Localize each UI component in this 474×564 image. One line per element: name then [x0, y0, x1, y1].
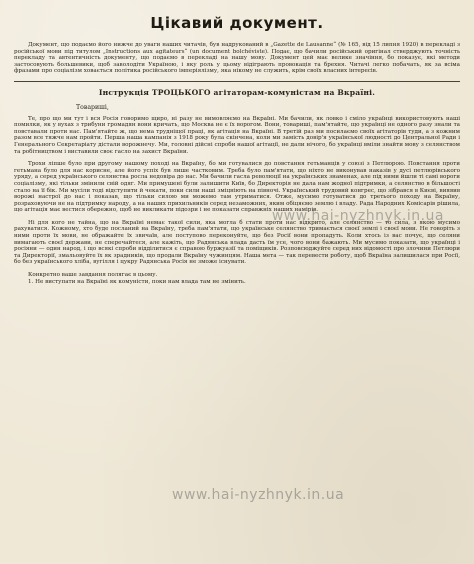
watermark-bottom: www.hai-nyzhnyk.in.ua: [172, 487, 345, 503]
subtitle-suffix: агітаторам-комуністам на Вкраїні.: [210, 87, 376, 97]
subtitle-prefix: Інструкція: [98, 87, 152, 97]
body-paragraph-1: Те, про що ми тут і вся Росія говоримо щиро, ні разу не вимовляємо на Вкраїні. Ми бачили, як ловко і сміло українці використовують наші помилки, як у вухах з трибуни громадян вони кричать, що Москва не є їх ворогом. Вони, товариші, пам'ятайте, що українці не одного разу знали та повставали проти нас. Пам'ятайте ж, що нема трудніщої праці, як агітація на Вкраїні. В третій раз ми посилаємо своїх агітаторів туди, а з кожним разом все тяжче нам пройти. Перша наша кампанія з 1918 року була скінчена, коли ми замість довір'я української людності до Центральної Ради і Генерального Секретаріату дістали ворожнечу. Ми, головні дійсні спроби нашої агітації, не дали нічого, бо українці вміли знайти мову з селянством та робітництвом і виставили своє гасло на захист Вкраїни.: [14, 115, 460, 155]
body-paragraph-4: Конкретно ваше завдання полягає в цьому.: [28, 272, 158, 279]
body-paragraph-2: Трохи ліпше було при другому нашому поході на Вкраїну, бо ми готувалися до повстання гетьманців у союзі з Петлюрою. Повстання проти гетьмана було для нас корисне, але його успіх був лише частковим. Треба було пам'ятати, що ніхто не виконував наказів у дусі петлюрівського уряду, а серед українського селянства росла недовіра до нас. Ми бачили гасла революції на українських знаменах, але під ними йшли ті самі вороги соціалізму, які тільки змінили свій одяг. Ми примушені були залишити Київ, бо Директорія не дала нам жодної підтримки, а селянство в більшості стало на її бік. Ми мусіли тоді відступити й чекати, поки сили наші зміцніють на півночі. Український трудовий конгрес, що зібрався в Києві, виявив ворожі настрої до нас і показав, що тільки силою ми можемо там утриматися. Отже, мусимо готуватися до третього походу на Вкраїну, розраховуючи не на підтримку народу, а на наших прихильників серед незаможних, яким обіцяємо землю і владу. Рада Народних Комісарів рішила, що агітація має вестися обережно, щоб не викликати підозри і не показати справжніх наших намірів.: [14, 161, 460, 214]
watermark-top: www.hai-nyzhnyk.in.ua: [271, 208, 444, 224]
numbered-item-1: 1. Не виступати на Вкраїні як комуністи, поки нам влада там не змінить.: [28, 278, 246, 285]
subtitle-name: ТРОЦЬКОГО: [151, 87, 211, 97]
body-paragraph-3: Ні для кого не тайна, що на Вкраїні немає такої сили, яка могла б стати проти нас відкрито, але селянство — то сила, з якою мусимо рахуватися. Кожному, хто буде посланий на Вкраїну, треба пам'ятати, що українське селянство тримається своєї землі і своєї мови. Не говоріть з ними проти їх мови, не ображайте їх звичаїв, але поступово переконуйте, що без Росії вони пропадуть. Коли хтось із вас почує, що селяни вимагають своєї держави, не сперечайтеся, але кажіть, що Радянська влада дасть їм усе, чого вони бажають. Ми мусимо показати, що українці і росіяни — один народ, і що всякі спроби відділитися є справою буржуазії та поміщиків. Розповсюджуйте серед них відомості про злочини Петлюри та Директорії, змальовуйте їх як зрадників, що продали Вкраїну чужинцям. Наша мета — так перевести роботу, щоб Вкраїна залишилася при Росії, бо без українського хліба, вугілля і цукру Радянська Росія не зможе існувати.: [14, 219, 460, 266]
document-title: Цікавий документ.: [150, 14, 324, 32]
salutation: Товариші,: [76, 103, 109, 111]
divider: [14, 81, 460, 82]
intro-paragraph: Документ, що подаємо його нижче до уваги наших читачів, був надрукований в „Gazette de Lausanne“ (№ 165, від 15 липня 1920) в перекладі з російської мови під титулом „Instructions aux agitateurs“ (un document bolchéviste). Подає, що бачили російський оригінал стверджують точність перекладу та автентичність документу, що подаємо в перекладі на нашу мову. Документ цей має велике значіння, бо показує, які методи застосовують большевики, щоб заволодіти Україною, і яку роль у цьому відіграють провокація та брехня. Читачі легко побачать, як за всіма фразами про соціалізм ховається політика російського імперіялізму, яка нікому не служить, крім своїх власних інтересів.: [14, 42, 460, 75]
document-subtitle: [14, 88, 460, 97]
